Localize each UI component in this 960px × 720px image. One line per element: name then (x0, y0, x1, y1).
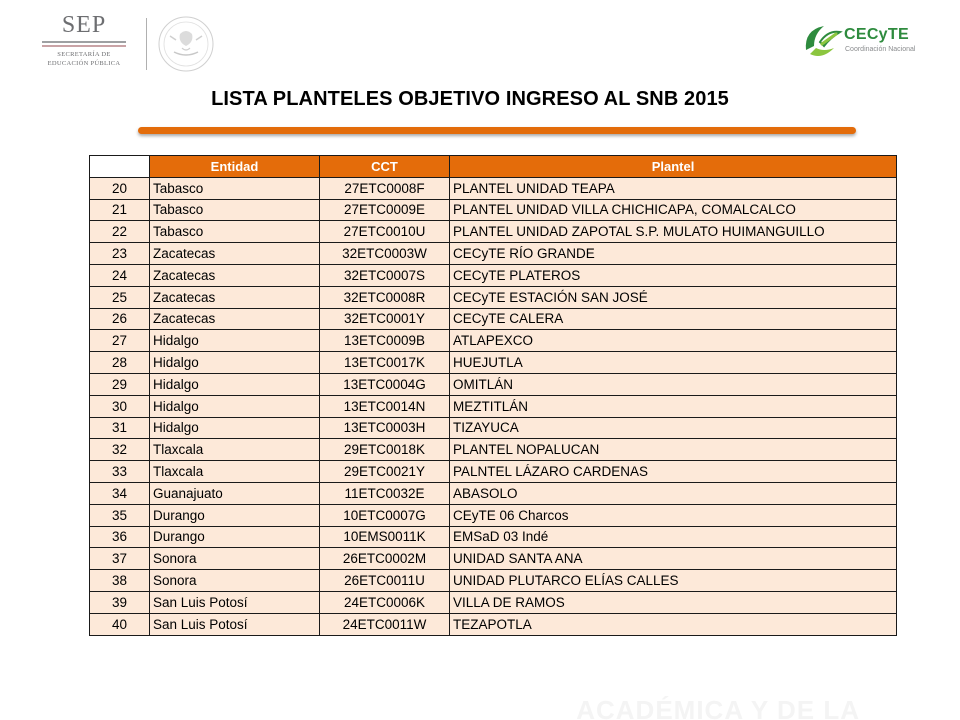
cell-cct: 13ETC0003H (320, 417, 450, 439)
cell-cct: 26ETC0002M (320, 548, 450, 570)
table-row (90, 352, 897, 374)
cell-plantel: CECyTE PLATEROS (450, 264, 897, 286)
table-row (90, 613, 897, 635)
cell-entidad: Zacatecas (150, 264, 320, 286)
table-body (90, 177, 897, 635)
cell-entidad: Hidalgo (150, 417, 320, 439)
cell-plantel: CECyTE ESTACIÓN SAN JOSÉ (450, 286, 897, 308)
cecyte-name: CECyTE (844, 26, 909, 43)
cell-cct: 29ETC0021Y (320, 461, 450, 483)
cell-num: 31 (90, 417, 150, 439)
cell-cct: 10EMS0011K (320, 526, 450, 548)
table-row (90, 177, 897, 199)
cell-cct: 27ETC0010U (320, 221, 450, 243)
cell-cct: 13ETC0014N (320, 395, 450, 417)
cell-num: 32 (90, 439, 150, 461)
table-row (90, 439, 897, 461)
cell-plantel: ABASOLO (450, 482, 897, 504)
cell-entidad: Sonora (150, 548, 320, 570)
cecyte-logo (800, 20, 930, 64)
cell-plantel: PLANTEL UNIDAD VILLA CHICHICAPA, COMALCALCO (450, 199, 897, 221)
cell-plantel: MEZTITLÁN (450, 395, 897, 417)
cell-plantel: UNIDAD PLUTARCO ELÍAS CALLES (450, 570, 897, 592)
cell-plantel: TIZAYUCA (450, 417, 897, 439)
cell-entidad: Tabasco (150, 199, 320, 221)
cell-num: 40 (90, 613, 150, 635)
cell-cct: 13ETC0004G (320, 373, 450, 395)
sep-divider-line (42, 41, 126, 43)
cell-entidad: San Luis Potosí (150, 613, 320, 635)
sep-name: SEP (61, 12, 107, 38)
cell-plantel: EMSaD 03 Indé (450, 526, 897, 548)
cell-cct: 26ETC0011U (320, 570, 450, 592)
cell-cct: 32ETC0003W (320, 243, 450, 265)
cell-plantel: ATLAPEXCO (450, 330, 897, 352)
table-row (90, 308, 897, 330)
cell-num: 36 (90, 526, 150, 548)
cell-entidad: Durango (150, 504, 320, 526)
cell-cct: 24ETC0006K (320, 591, 450, 613)
cell-entidad: Tlaxcala (150, 439, 320, 461)
cell-plantel: VILLA DE RAMOS (450, 591, 897, 613)
cell-num: 27 (90, 330, 150, 352)
title-underline-bar (138, 127, 856, 134)
sep-subtitle (34, 50, 134, 68)
cell-entidad: Tabasco (150, 221, 320, 243)
table-row (90, 548, 897, 570)
sep-logo (34, 12, 214, 76)
cell-plantel: PLANTEL NOPALUCAN (450, 439, 897, 461)
cell-cct: 32ETC0007S (320, 264, 450, 286)
cell-num: 37 (90, 548, 150, 570)
header-cell-entidad: Entidad (150, 156, 320, 178)
cell-entidad: Hidalgo (150, 330, 320, 352)
cell-entidad: Guanajuato (150, 482, 320, 504)
cell-entidad: Hidalgo (150, 395, 320, 417)
sep-wordmark (34, 12, 134, 68)
cell-entidad: Hidalgo (150, 373, 320, 395)
cell-plantel: PLANTEL UNIDAD ZAPOTAL S.P. MULATO HUIMANGUILLO (450, 221, 897, 243)
table-row (90, 243, 897, 265)
cell-entidad: Zacatecas (150, 243, 320, 265)
cell-entidad: Zacatecas (150, 308, 320, 330)
cell-cct: 11ETC0032E (320, 482, 450, 504)
cell-cct: 29ETC0018K (320, 439, 450, 461)
table-row (90, 286, 897, 308)
cell-num: 39 (90, 591, 150, 613)
cell-cct: 32ETC0001Y (320, 308, 450, 330)
cell-num: 26 (90, 308, 150, 330)
cell-num: 24 (90, 264, 150, 286)
cell-plantel: UNIDAD SANTA ANA (450, 548, 897, 570)
cell-num: 25 (90, 286, 150, 308)
cell-num: 23 (90, 243, 150, 265)
sep-subtitle-line2: EDUCACIÓN PÚBLICA (47, 60, 121, 67)
table-row (90, 221, 897, 243)
sep-subtitle-line1: SECRETARÍA DE (57, 51, 111, 58)
table-header-row (90, 156, 897, 178)
planteles-table (89, 155, 897, 636)
table-row (90, 373, 897, 395)
cell-entidad: Hidalgo (150, 352, 320, 374)
cell-cct: 10ETC0007G (320, 504, 450, 526)
table-row (90, 504, 897, 526)
cell-num: 30 (90, 395, 150, 417)
cell-num: 21 (90, 199, 150, 221)
table-row (90, 264, 897, 286)
table-row (90, 526, 897, 548)
cell-plantel: HUEJUTLA (450, 352, 897, 374)
cecyte-swoosh-icon (800, 20, 844, 64)
cecyte-subtitle: Coordinación Nacional (845, 46, 916, 53)
cell-num: 33 (90, 461, 150, 483)
cell-cct: 27ETC0008F (320, 177, 450, 199)
table-row (90, 199, 897, 221)
page-title: LISTA PLANTELES OBJETIVO INGRESO AL SNB 2015 (211, 88, 729, 110)
footer-watermark: ACADÉMICA Y DE LA (576, 695, 860, 720)
cell-entidad: Zacatecas (150, 286, 320, 308)
table-row (90, 591, 897, 613)
cell-num: 22 (90, 221, 150, 243)
table-row (90, 461, 897, 483)
mexico-seal-icon (156, 14, 216, 74)
cell-entidad: Tlaxcala (150, 461, 320, 483)
cell-num: 34 (90, 482, 150, 504)
cell-num: 38 (90, 570, 150, 592)
cell-cct: 13ETC0017K (320, 352, 450, 374)
table-row (90, 417, 897, 439)
cell-cct: 24ETC0011W (320, 613, 450, 635)
cell-plantel: CEyTE 06 Charcos (450, 504, 897, 526)
cell-num: 28 (90, 352, 150, 374)
header-cell-plantel: Plantel (450, 156, 897, 178)
cell-cct: 13ETC0009B (320, 330, 450, 352)
cell-num: 20 (90, 177, 150, 199)
cell-entidad: Tabasco (150, 177, 320, 199)
sep-vertical-divider (146, 18, 147, 70)
cell-entidad: Durango (150, 526, 320, 548)
cell-plantel: OMITLÁN (450, 373, 897, 395)
cell-plantel: CECyTE RÍO GRANDE (450, 243, 897, 265)
cell-cct: 27ETC0009E (320, 199, 450, 221)
table-row (90, 482, 897, 504)
cell-cct: 32ETC0008R (320, 286, 450, 308)
cell-plantel: TEZAPOTLA (450, 613, 897, 635)
cell-plantel: PALNTEL LÁZARO CARDENAS (450, 461, 897, 483)
cell-num: 35 (90, 504, 150, 526)
table-row (90, 330, 897, 352)
cell-entidad: San Luis Potosí (150, 591, 320, 613)
table-row (90, 395, 897, 417)
cell-plantel: CECyTE CALERA (450, 308, 897, 330)
sep-divider-line-accent (42, 45, 126, 47)
header-cell-cct: CCT (320, 156, 450, 178)
header-cell-num (90, 156, 150, 178)
cell-entidad: Sonora (150, 570, 320, 592)
cell-num: 29 (90, 373, 150, 395)
table-row (90, 570, 897, 592)
cell-plantel: PLANTEL UNIDAD TEAPA (450, 177, 897, 199)
